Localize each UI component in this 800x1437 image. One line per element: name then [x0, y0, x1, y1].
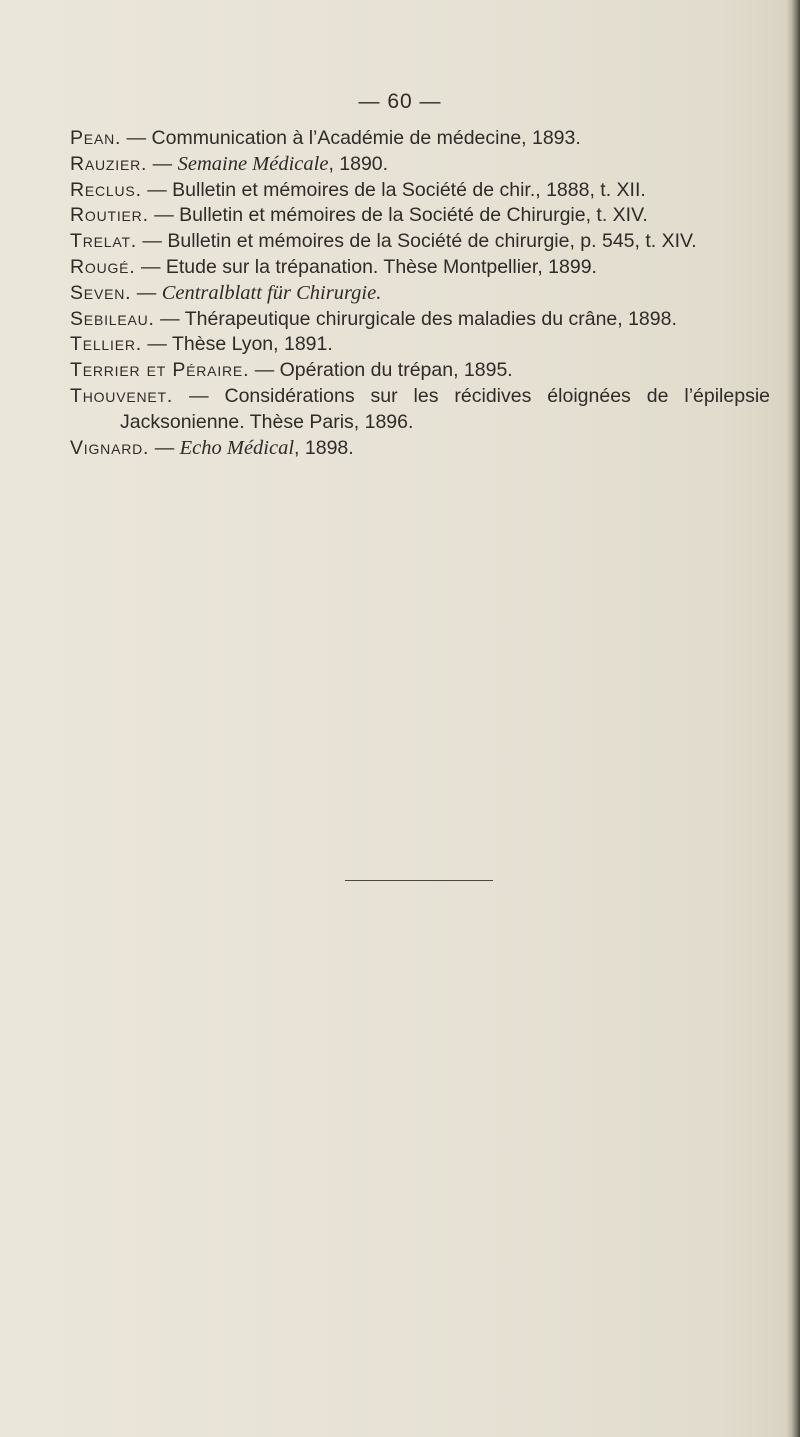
reference-dash: — [131, 281, 162, 304]
reference-entry [70, 152, 770, 178]
reference-text: — Considérations sur les récidives éloignées de l’épilepsie Jacksonienne. Thèse Paris, 1896. [120, 384, 770, 433]
reference-author: Sebileau. [70, 307, 155, 330]
reference-title: Echo Médical [179, 436, 295, 459]
reference-text: — Bulletin et mémoires de la Société de Chirurgie, t. XIV. [148, 204, 648, 227]
reference-author: Rauzier. [70, 152, 148, 175]
reference-text: — Thèse Lyon, 1891. [141, 333, 333, 356]
reference-entry [70, 178, 770, 204]
reference-entry [70, 332, 770, 358]
reference-author: Trelat. [70, 230, 138, 253]
reference-text: — Thérapeutique chirurgicale des maladies du crâne, 1898. [154, 307, 677, 330]
page-number: — 60 — [358, 90, 442, 113]
reference-entry [70, 281, 770, 307]
reference-title: Semaine Médicale [177, 152, 329, 175]
reference-text: — Communication à l’Académie de médecine, 1893. [121, 127, 581, 149]
reference-author: Pean. [70, 127, 122, 149]
page-edge-shadow [786, 0, 800, 1437]
reference-author: Thouvenet. [70, 384, 174, 407]
reference-entry [70, 126, 770, 152]
reference-text: — Bulletin et mémoires de la Société de chirurgie, p. 545, t. XIV. [137, 230, 697, 253]
reference-text: — Opération du trépan, 1895. [249, 359, 513, 382]
closing-rule [345, 880, 493, 881]
reference-author: Reclus. [70, 178, 142, 201]
reference-author: Tellier. [70, 333, 142, 356]
reference-dash: — [149, 436, 180, 459]
reference-entry [70, 358, 770, 384]
reference-text: — Etude sur la trépanation. Thèse Montpellier, 1899. [135, 255, 597, 278]
reference-author: Vignard. [70, 436, 150, 459]
reference-author: Rougé. [70, 255, 136, 278]
reference-title: Centralblatt für Chirurgie. [161, 281, 382, 304]
reference-entry [70, 307, 770, 333]
reference-entry [70, 384, 770, 436]
reference-dash: — [147, 152, 178, 175]
reference-entry [70, 436, 770, 462]
reference-text: , 1898. [294, 436, 354, 459]
bibliography-list [70, 126, 770, 461]
reference-author: Seven. [70, 281, 132, 304]
reference-text: — Bulletin et mémoires de la Société de chir., 1888, t. XII. [141, 178, 646, 201]
reference-entry [70, 229, 770, 255]
reference-entry [70, 203, 770, 229]
reference-entry [70, 255, 770, 281]
reference-author: Terrier et Péraire. [70, 359, 250, 382]
reference-text: , 1890. [328, 152, 389, 175]
reference-author: Routier. [70, 204, 149, 227]
